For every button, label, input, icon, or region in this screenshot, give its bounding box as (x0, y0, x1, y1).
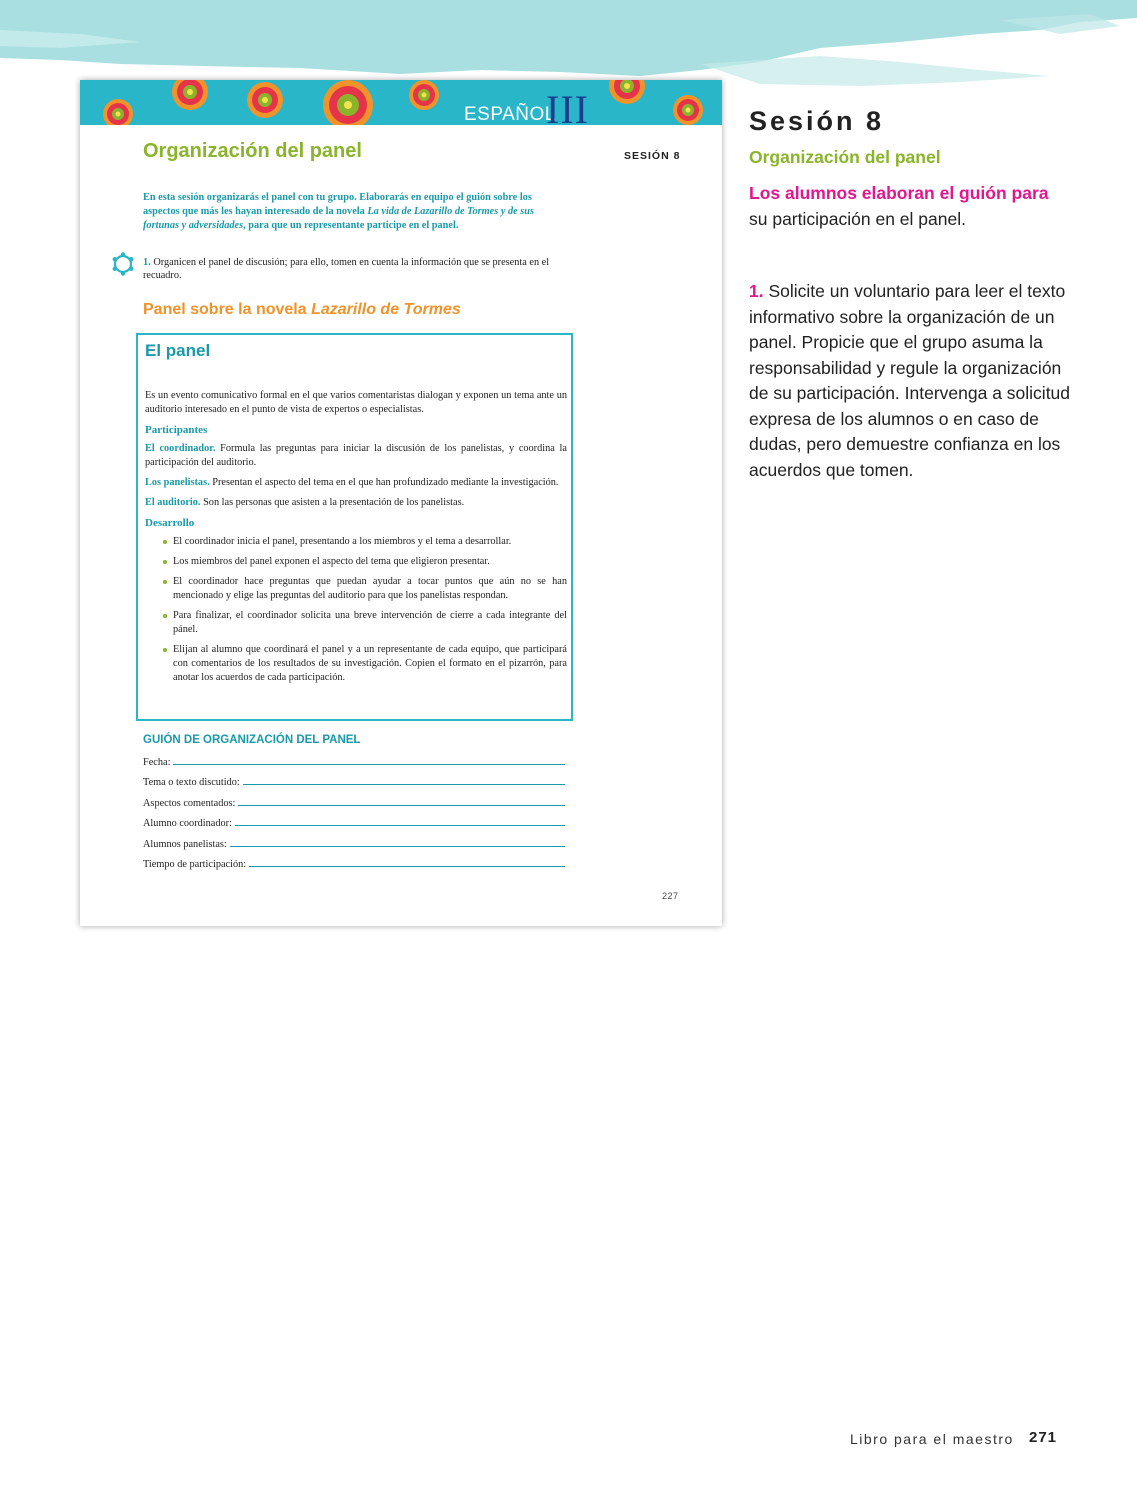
circle-ornament (172, 80, 208, 110)
form-field-row (143, 834, 565, 850)
circle-ornament (409, 80, 439, 110)
form-field-label: Alumnos panelistas: (143, 839, 227, 850)
student-book-page (80, 80, 722, 926)
teacher-step-1 (749, 279, 1079, 483)
lesson-intro (143, 191, 563, 233)
list-item: Para finalizar, el coordinador solicita una breve intervención de cierre a cada integrante del pánel. (173, 610, 567, 635)
development-list (145, 535, 567, 685)
circle-ornament (103, 99, 133, 125)
form-field-label: Aspectos comentados: (143, 798, 236, 809)
novel-title: La vida de Lazarillo de Tormes y de sus fortunas y adversidades (143, 206, 535, 231)
session-title: Sesión 8 (749, 106, 885, 136)
item-number: 1. (143, 257, 151, 268)
participant-item (145, 476, 567, 490)
list-item: El coordinador inicia el panel, presentando a los miembros y el tema a desarrollar. (173, 535, 567, 549)
section-subtitle (143, 301, 461, 319)
list-item: Elijan al alumno que coordinará el panel y a un representante de cada equipo, que participará con comentarios de los resultados de su investigación. Copien el formato en el pizarrón, para anotar los acuerdos de cada participación. (173, 644, 567, 683)
circle-ornament (323, 80, 373, 125)
info-box-title: El panel (145, 341, 211, 360)
lead-text: su participación en el panel. (749, 208, 966, 229)
participant-text: Son las personas que asisten a la presentación de los panelistas. (200, 497, 465, 508)
form-field-row (143, 854, 565, 870)
inner-page-number: 227 (662, 891, 679, 901)
form-field-row (143, 772, 565, 788)
list-item: El coordinador hace preguntas que puedan ayudar a tocar puntos que aún no se han mencionado y elige las preguntas del auditorio para que los panelistas respondan. (173, 576, 567, 601)
participant-label: El auditorio. (145, 497, 201, 508)
item-text: Organicen el panel de discusión; para ello, tomen en cuenta la información que se presenta en el recuadro. (143, 257, 550, 281)
participant-text: Presentan el aspecto del tema en el que han profundizado mediante la investigación. (209, 477, 559, 488)
form-blank-line (238, 805, 565, 806)
participants-heading: Participantes (145, 424, 208, 436)
intro-text-a: En esta sesión organizarás el panel con tu grupo. Elaborarás en equipo el guión sobre los aspectos que más les hayan interesado de la novela (143, 192, 532, 217)
participant-label: Los panelistas. (145, 477, 210, 488)
form-field-row (143, 793, 565, 809)
subject-name: ESPAÑOL (464, 104, 556, 125)
intro-text-b: , para que un representante participe en el panel. (243, 220, 459, 231)
session-lead (749, 181, 1079, 232)
step-number: 1. (749, 281, 764, 301)
circle-ornament (673, 95, 703, 125)
subtitle-novel: Lazarillo de Tormes (311, 301, 461, 318)
subtitle-text: Panel sobre la novela (143, 301, 312, 318)
subject-banner (80, 80, 722, 125)
form-field-row (143, 752, 565, 768)
session-subtitle: Organización del panel (749, 147, 941, 167)
form-blank-line (173, 764, 565, 765)
form-blank-line (235, 825, 565, 826)
participant-item (145, 442, 567, 470)
activity-item-1 (143, 256, 565, 282)
form-field-label: Tiempo de participación: (143, 859, 247, 870)
form-field-label: Fecha: (143, 757, 171, 768)
lesson-title: Organización del panel (143, 140, 362, 162)
form-field-label: Tema o texto discutido: (143, 777, 240, 788)
footer-page-number: 271 (1029, 1429, 1058, 1446)
form-blank-line (249, 866, 565, 867)
form-blank-line (243, 784, 565, 785)
form-field-label: Alumno coordinador: (143, 818, 232, 829)
participant-label: El coordinador. (145, 443, 216, 454)
step-text: Solicite un voluntario para leer el texto informativo sobre la organización de un panel. Propicie que el grupo asuma la responsabilidad y regule la organización de su participación. Intervenga a solicitud expresa de los alumnos o en caso de dudas, pero demuestre confianza en los acuerdos que tomen. (749, 281, 1071, 480)
session-label: SESIÓN 8 (624, 150, 681, 162)
development-heading: Desarrollo (145, 517, 195, 529)
panel-definition: Es un evento comunicativo formal en el que varios comentaristas dialogan y exponen un tema ante un auditorio interesado en el punto de vista de expertos o especialistas. (145, 390, 567, 415)
form-title: GUIÓN DE ORGANIZACIÓN DEL PANEL (143, 734, 361, 746)
grade-numeral: III (546, 87, 589, 125)
circle-ornament (247, 82, 283, 118)
circle-ornament (609, 80, 645, 104)
lead-highlight: Los alumnos elaboran el guión para (749, 183, 1049, 203)
participant-text: Formula las preguntas para iniciar la discusión de los panelistas, y coordina la participación del auditorio. (145, 443, 567, 468)
participant-item (145, 496, 567, 510)
info-box (136, 333, 573, 721)
info-box-body (145, 389, 567, 691)
team-activity-icon (110, 251, 136, 277)
footer-book-name: Libro para el maestro (850, 1431, 1014, 1447)
form-blank-line (230, 846, 565, 847)
form-field-row (143, 813, 565, 829)
circles-decoration (80, 80, 722, 125)
list-item: Los miembros del panel exponen el aspecto del tema que eligieron presentar. (173, 555, 567, 569)
